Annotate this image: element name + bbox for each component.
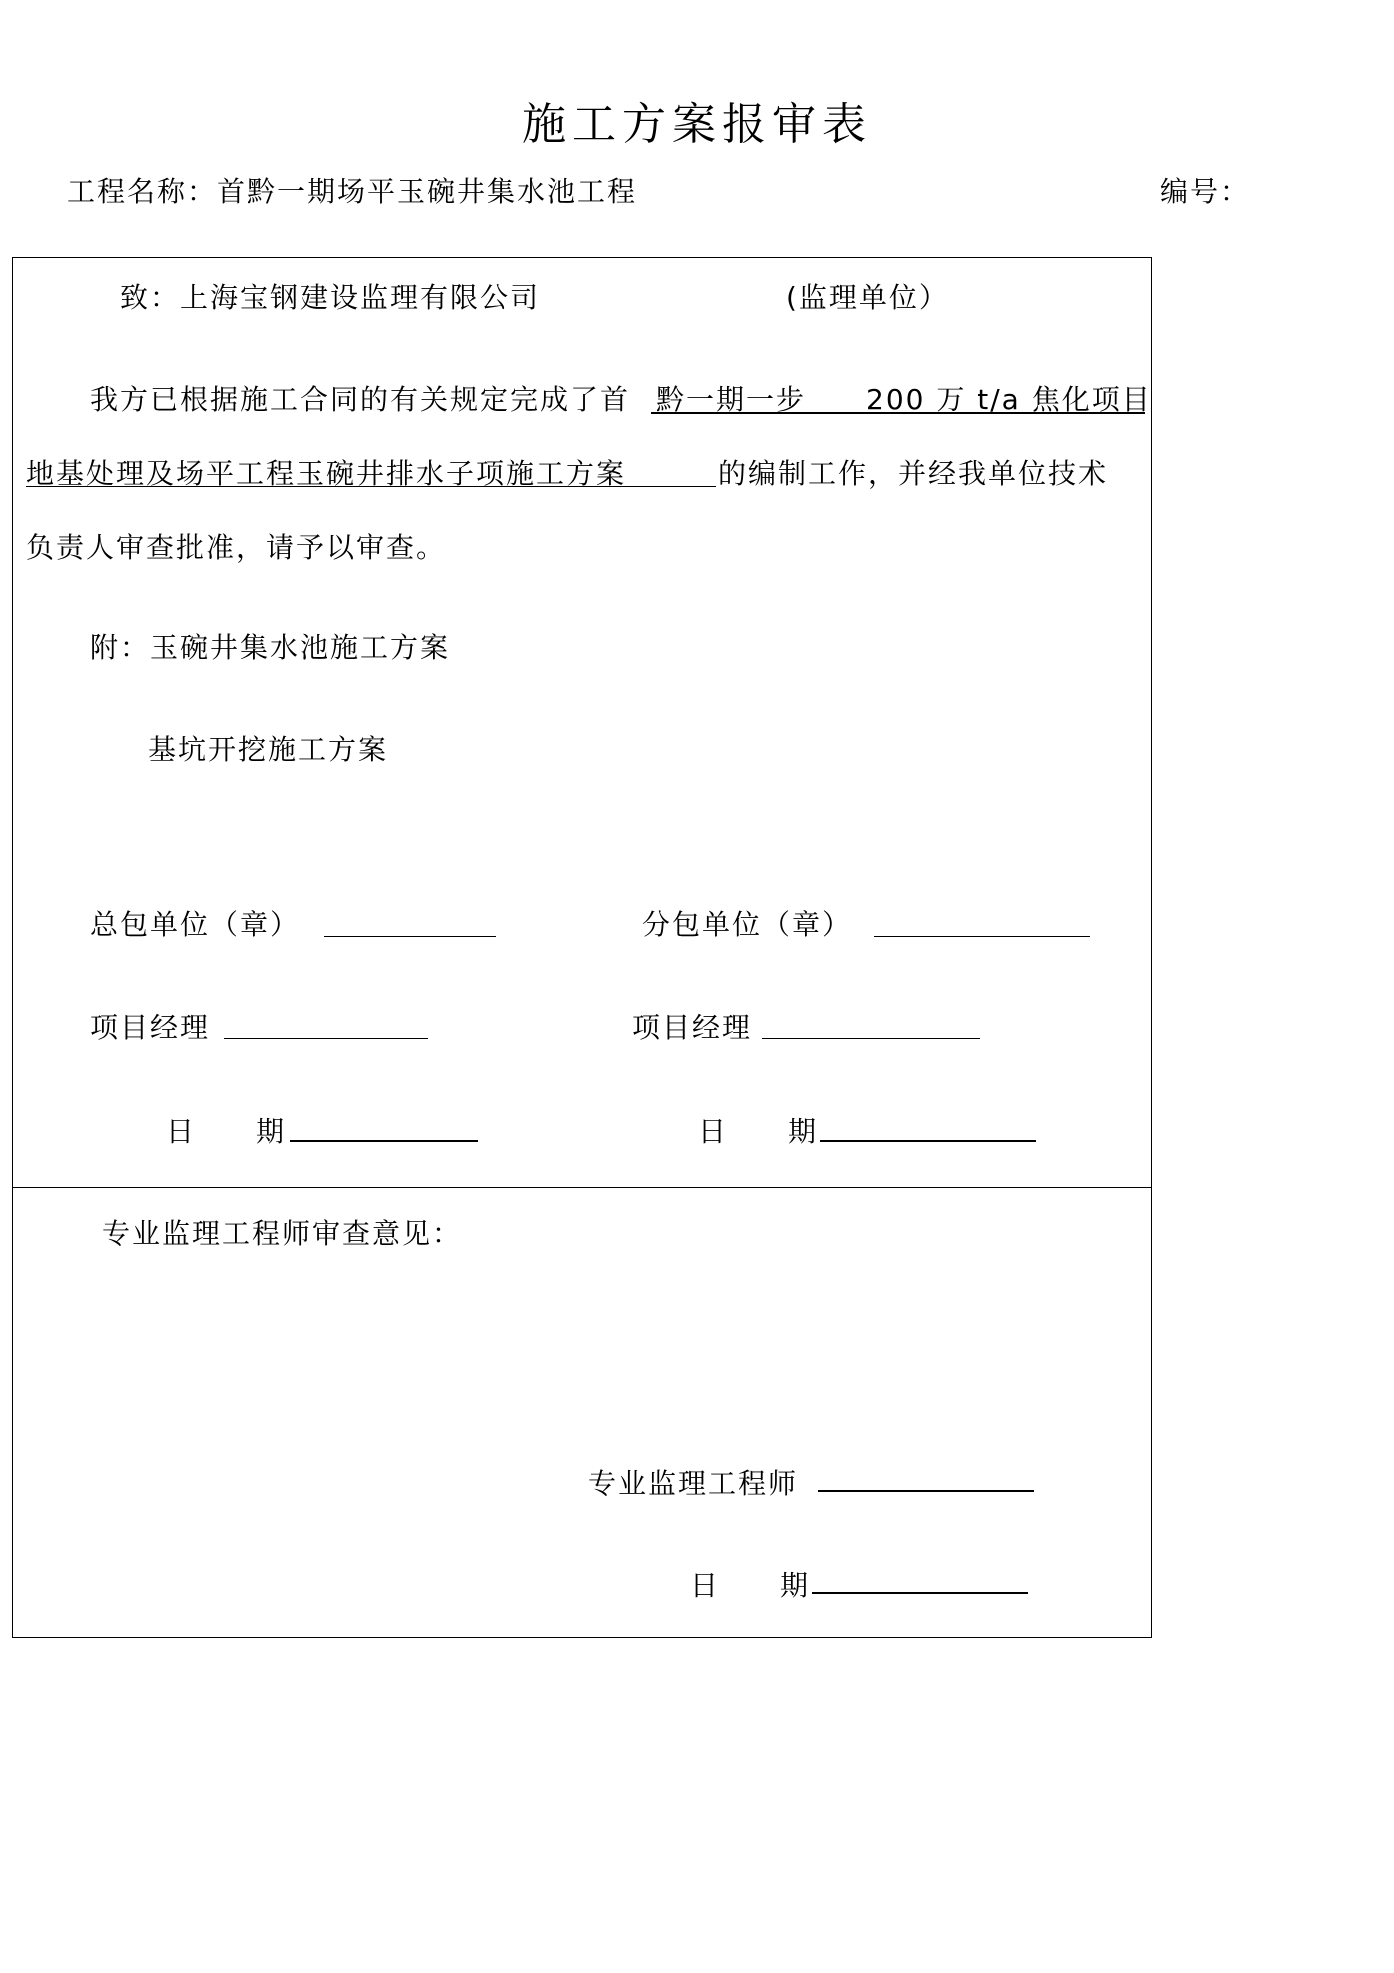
project-manager-right-line	[762, 1038, 980, 1039]
subcontractor-label: 分包单位（章）	[642, 908, 853, 941]
paragraph-line-2-suffix: 的编制工作，并经我单位技术	[718, 457, 1109, 490]
project-manager-left-line	[224, 1038, 428, 1039]
paragraph-line-3: 负责人审查批准，请予以审查。	[26, 531, 447, 564]
paragraph-fill-1: 黔一期一步 200 万 t/a 焦化项目	[656, 383, 1152, 416]
section-divider	[12, 1187, 1152, 1188]
date-right-label: 日 期	[698, 1115, 819, 1148]
underline-fill-2	[26, 486, 716, 487]
project-manager-left-label: 项目经理	[90, 1011, 211, 1044]
attachment-line-1: 附：玉碗井集水池施工方案	[90, 631, 451, 664]
paragraph-line-1: 我方已根据施工合同的有关规定完成了首	[90, 383, 631, 416]
date-left-label: 日 期	[166, 1115, 287, 1148]
document-number-label: 编号：	[1160, 175, 1251, 208]
supervising-engineer-signature-line	[818, 1490, 1034, 1492]
general-contractor-seal-line	[324, 936, 496, 937]
subcontractor-seal-line	[874, 936, 1090, 937]
review-opinion-label: 专业监理工程师审查意见：	[102, 1217, 463, 1250]
addressee-line: 致：上海宝钢建设监理有限公司	[120, 281, 541, 314]
general-contractor-label: 总包单位（章）	[90, 908, 301, 941]
supervising-engineer-label: 专业监理工程师	[588, 1467, 799, 1500]
date-left-line	[290, 1140, 478, 1142]
underline-fill-1	[651, 412, 1145, 414]
attachment-line-2: 基坑开挖施工方案	[148, 733, 389, 766]
review-date-line	[812, 1592, 1028, 1594]
document-title: 施工方案报审表	[522, 99, 872, 150]
supervision-unit-suffix: (监理单位）	[786, 281, 949, 314]
review-date-label: 日 期	[690, 1569, 811, 1602]
date-right-line	[820, 1140, 1036, 1142]
project-name: 工程名称：首黔一期场平玉碗井集水池工程	[67, 175, 638, 208]
project-manager-right-label: 项目经理	[632, 1011, 753, 1044]
paragraph-fill-2: 地基处理及场平工程玉碗井排水子项施工方案	[26, 457, 627, 490]
